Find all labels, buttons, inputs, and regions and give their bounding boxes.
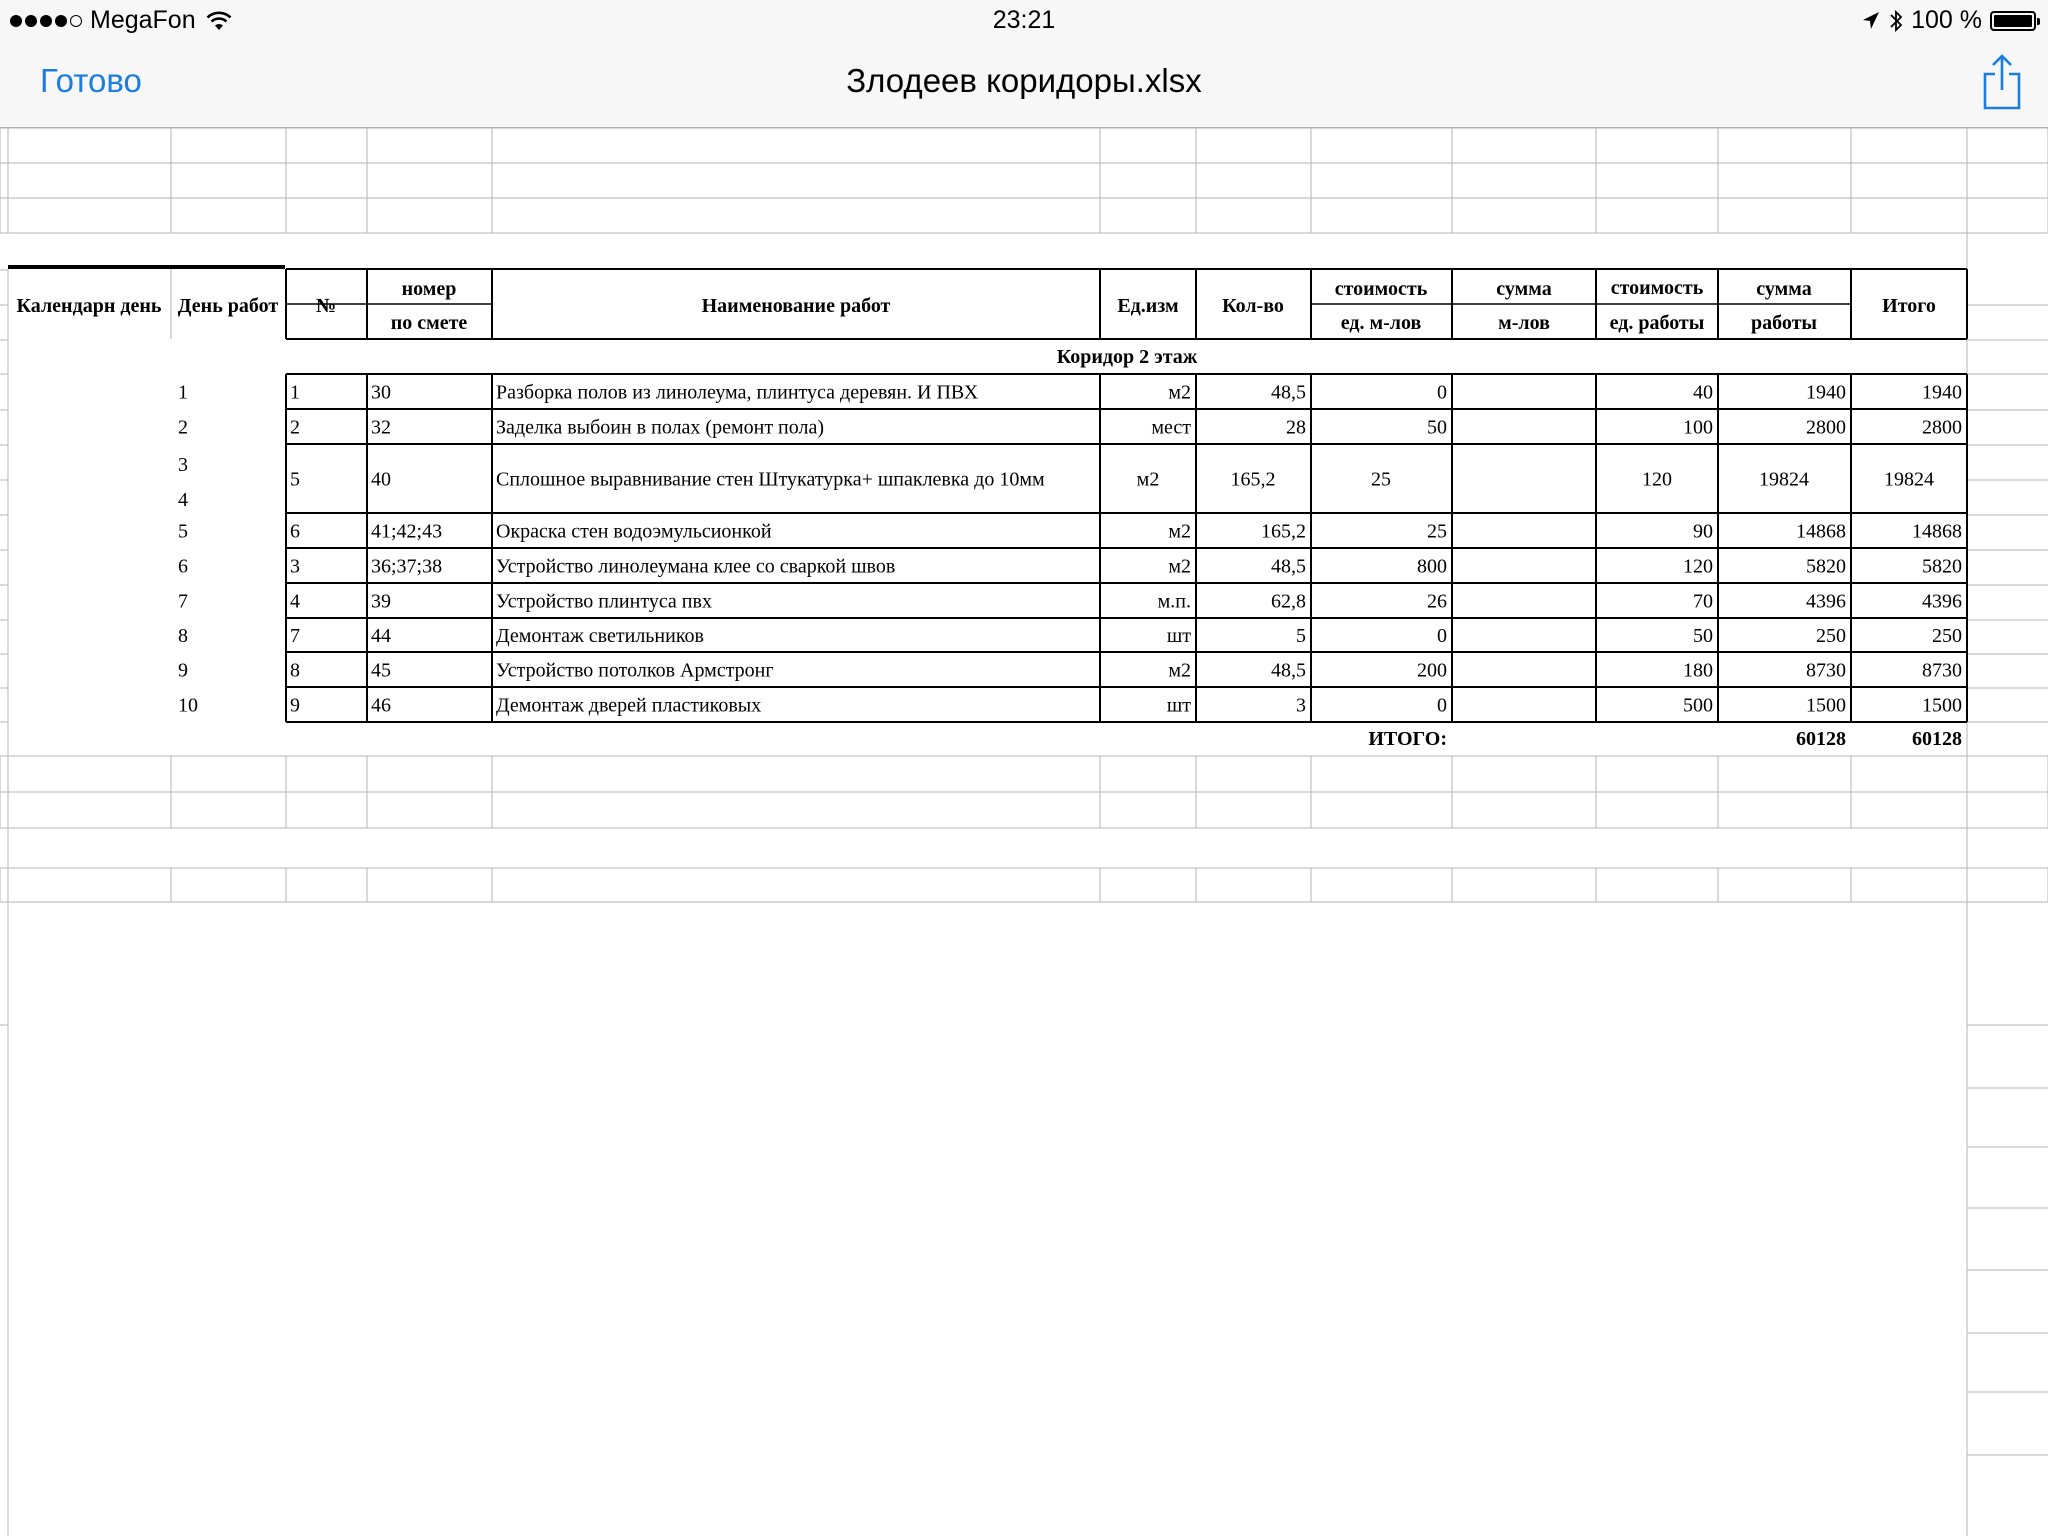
work-name: Демонтаж светильников [496,625,704,647]
work-cost-cell: 500 [1683,694,1713,717]
day-number: 3 [178,454,188,476]
work-sum-cell: 4396 [1806,590,1846,613]
row-number: 4 [290,590,300,613]
work-sum-cell: 19824 [1759,468,1809,491]
status-bar [0,0,2048,42]
header-unit: Ед.изм [1117,295,1179,317]
quantity-cell: 62,8 [1271,590,1306,613]
header-work-cost-unit: ед. работы [1609,312,1705,334]
row-number: 8 [290,659,300,682]
work-sum-cell: 14868 [1796,520,1846,543]
unit-cell: шт [1166,694,1191,717]
work-sum-cell: 5820 [1806,555,1846,578]
work-cost-cell: 180 [1683,659,1713,682]
total-cell: 5820 [1922,555,1962,578]
header-work-day: День работ [177,295,279,317]
quantity-cell: 48,5 [1271,659,1306,682]
header-number: № [315,295,337,317]
bluetooth-icon [1889,9,1903,33]
header-quantity: Кол-во [1222,295,1284,317]
navigation-bar [0,42,2048,128]
unit-cell: м2 [1168,659,1191,682]
work-name: Устройство потолков Армстронг [496,659,774,682]
total-cell: 1940 [1922,381,1962,404]
unit-cell: м2 [1168,555,1191,578]
battery-percent: 100 % [1911,6,1982,34]
quantity-cell: 3 [1296,694,1306,717]
carrier-name: MegaFon [90,6,196,34]
header-work-cost: стоимость [1610,277,1704,299]
work-name: Устройство линолеумана клее со сваркой швов [496,555,896,578]
unit-cell: мест [1151,416,1191,439]
total-cell: 8730 [1922,659,1962,682]
work-cost-cell: 120 [1642,468,1672,491]
row-number: 6 [290,520,300,543]
estimate-ref: 39 [371,590,391,613]
total-cell: 14868 [1912,520,1962,543]
header-estimate-number: номер [401,278,457,300]
total-cell: 1500 [1922,694,1962,717]
day-number: 6 [178,555,188,578]
work-cost-cell: 100 [1683,416,1713,439]
day-number: 1 [178,381,188,404]
work-name: Заделка выбоин в полах (ремонт пола) [496,416,825,439]
header-calendar-day: Календарн день [16,295,162,317]
material-cost-cell: 0 [1437,694,1447,717]
material-cost-cell: 25 [1427,520,1447,543]
unit-cell: м2 [1168,381,1191,404]
row-number: 1 [290,381,300,404]
totals-label: ИТОГО: [1368,728,1447,750]
header-material-cost-unit: ед. м-лов [1340,312,1422,334]
total-cell: 19824 [1884,468,1934,491]
header-material-cost: стоимость [1334,278,1428,300]
day-number: 2 [178,416,188,439]
work-name: Разборка полов из линолеума, плинтуса деревян. И ПВХ [496,381,979,404]
header-work-name: Наименование работ [701,295,891,317]
status-right [1861,6,2036,35]
work-sum-cell: 1500 [1806,694,1846,717]
header-estimate-ref: по смете [390,312,468,334]
estimate-ref: 46 [371,694,391,717]
total-cell: 4396 [1922,590,1962,613]
work-sum-cell: 250 [1816,625,1846,647]
document-title: Злодеев коридоры.xlsx [846,62,1202,99]
work-name: Сплошное выравнивание стен Штукатурка+ шпаклевка до 10мм [496,468,1045,491]
quantity-cell: 48,5 [1271,381,1306,404]
battery-icon [1990,11,2036,31]
estimate-ref: 41;42;43 [371,520,443,543]
spreadsheet-grid[interactable] [0,128,2048,1536]
material-cost-cell: 0 [1437,381,1447,404]
quantity-cell: 28 [1286,416,1306,439]
material-cost-cell: 200 [1417,659,1447,682]
estimate-ref: 30 [371,381,391,404]
header-work-sum-unit: работы [1750,312,1818,334]
quantity-cell: 5 [1296,625,1306,647]
work-cost-cell: 120 [1683,555,1713,578]
header-work-sum: сумма [1756,278,1812,300]
estimate-ref: 32 [371,416,391,439]
work-name: Устройство плинтуса пвх [496,590,712,613]
material-cost-cell: 26 [1427,590,1447,613]
section-title: Коридор 2 этаж [1056,346,1198,368]
work-cost-cell: 90 [1693,520,1713,543]
row-number: 9 [290,694,300,717]
day-number: 5 [178,520,188,543]
row-number: 2 [290,416,300,439]
estimate-ref: 44 [371,625,391,647]
unit-cell: м2 [1136,468,1160,491]
unit-cell: м2 [1168,520,1191,543]
unit-cell: шт [1166,625,1191,647]
estimate-ref: 36;37;38 [371,555,443,578]
estimate-ref: 45 [371,659,391,682]
quantity-cell: 48,5 [1271,555,1306,578]
header-total: Итого [1882,295,1936,317]
total-cell: 250 [1932,625,1962,647]
totals-work-sum: 60128 [1796,728,1846,750]
material-cost-cell: 800 [1417,555,1447,578]
location-arrow-icon [1861,10,1881,32]
work-sum-cell: 8730 [1806,659,1846,682]
header-material-sum-unit: м-лов [1498,312,1550,334]
share-icon[interactable] [1978,52,2026,112]
status-time: 23:21 [992,6,1056,34]
work-sum-cell: 2800 [1806,416,1846,439]
work-cost-cell: 40 [1693,381,1713,404]
work-name: Демонтаж дверей пластиковых [496,694,762,717]
material-cost-cell: 50 [1427,416,1447,439]
row-number: 5 [290,468,300,491]
quantity-cell: 165,2 [1230,468,1276,491]
total-cell: 2800 [1922,416,1962,439]
work-cost-cell: 50 [1693,625,1713,647]
day-number: 10 [178,694,198,717]
done-button[interactable]: Готово [40,62,142,99]
totals-grand-total: 60128 [1912,728,1962,750]
day-number: 4 [178,489,188,511]
work-name: Окраска стен водоэмульсионкой [496,520,772,543]
row-number: 7 [290,625,300,647]
quantity-cell: 165,2 [1261,520,1306,543]
work-cost-cell: 70 [1693,590,1713,613]
row-number: 3 [290,555,300,578]
day-number: 9 [178,659,188,682]
day-number: 8 [178,625,188,647]
material-cost-cell: 0 [1437,625,1447,647]
material-cost-cell: 25 [1371,468,1391,491]
header-material-sum: сумма [1496,278,1552,300]
day-number: 7 [178,590,188,613]
work-sum-cell: 1940 [1806,381,1846,404]
unit-cell: м.п. [1157,590,1191,613]
estimate-ref: 40 [371,468,391,491]
